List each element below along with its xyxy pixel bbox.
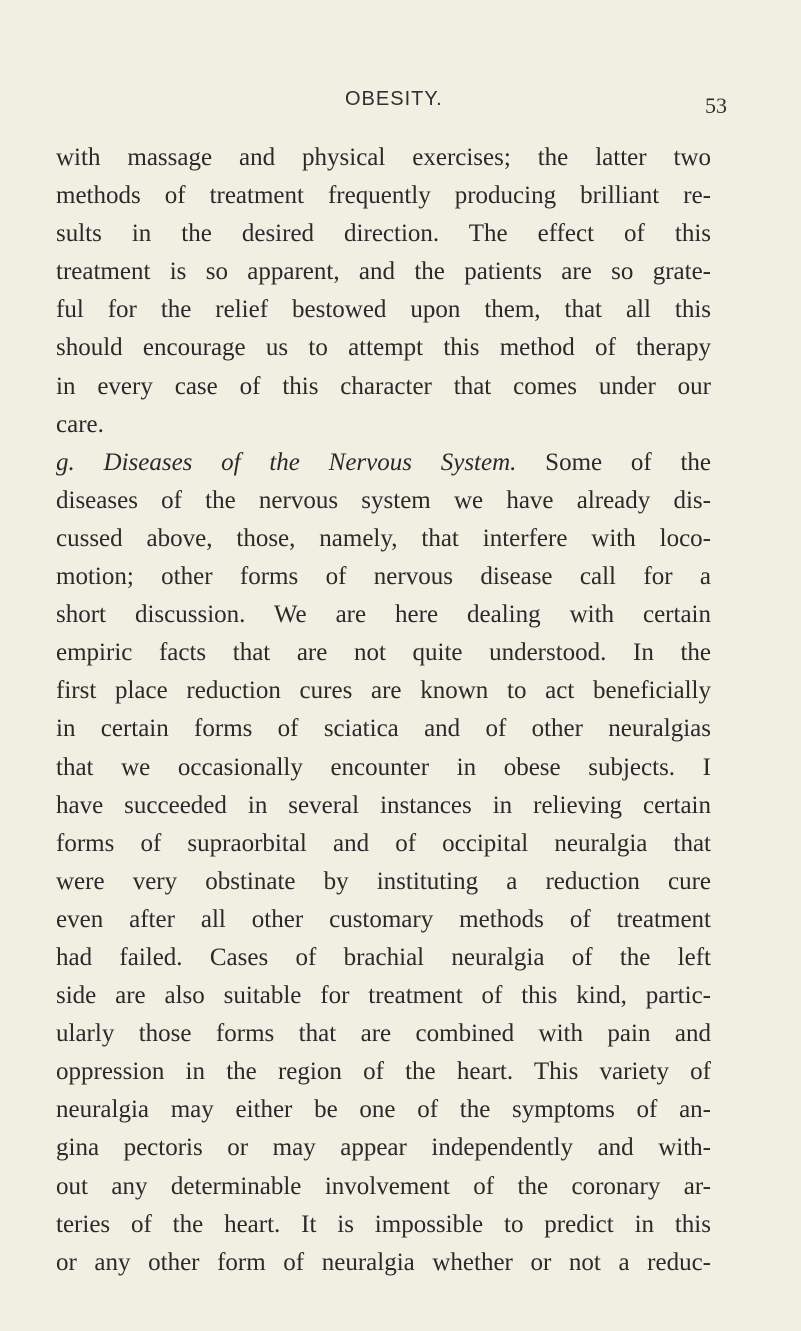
text-line: diseases of the nervous system we have already dis- [56,486,711,514]
text-line: sults in the desired direction. The effect of this [56,220,711,248]
section-heading-line [56,444,711,482]
text-line: in every case of this character that comes under our [56,372,711,400]
running-title: OBESITY. [345,88,443,110]
text-line: out any determinable involvement of the coronary ar- [56,1172,711,1200]
text-line: short discussion. We are here dealing with certain [56,601,711,629]
text-line: treatment is so apparent, and the patients are so grate- [56,258,711,286]
text-line: empiric facts that are not quite understood. In the [56,639,711,667]
text-line: had failed. Cases of brachial neuralgia of the left [56,943,711,971]
text-line: ularly those forms that are combined with pain and [56,1020,711,1048]
text-line: care. [56,410,104,438]
body-text [56,139,711,1282]
text-line: oppression in the region of the heart. This variety of [56,1058,711,1086]
text-line: motion; other forms of nervous disease call for a [56,563,711,591]
section-first-line-text: Some of the [545,448,711,476]
text-line: methods of treatment frequently producing brilliant re- [56,182,711,210]
text-line: side are also suitable for treatment of this kind, partic- [56,982,711,1010]
text-line: gina pectoris or may appear independently and with- [56,1134,711,1162]
text-line: with massage and physical exercises; the latter two [56,144,711,171]
text-line: forms of supraorbital and of occipital neuralgia that [56,829,711,857]
text-line: cussed above, those, namely, that interfere with loco- [56,524,711,552]
text-line: even after all other customary methods of treatment [56,905,711,933]
section-title: Diseases of the Nervous System. [103,448,517,476]
text-line: ful for the relief bestowed upon them, that all this [56,296,711,324]
text-line: teries of the heart. It is impossible to predict in this [56,1210,711,1238]
section-label: g. [56,448,75,476]
running-head [0,88,801,118]
text-line: first place reduction cures are known to act beneficially [56,677,711,705]
text-line: neuralgia may either be one of the symptoms of an- [56,1096,711,1124]
text-line: that we occasionally encounter in obese subjects. I [56,753,711,781]
text-line: have succeeded in several instances in relieving certain [56,791,711,819]
page-number: 53 [705,93,727,118]
text-line: in certain forms of sciatica and of other neuralgias [56,715,711,743]
text-line: should encourage us to attempt this method of therapy [56,334,711,362]
text-line: or any other form of neuralgia whether or not a reduc- [56,1248,711,1276]
text-line: were very obstinate by instituting a reduction cure [56,867,711,895]
